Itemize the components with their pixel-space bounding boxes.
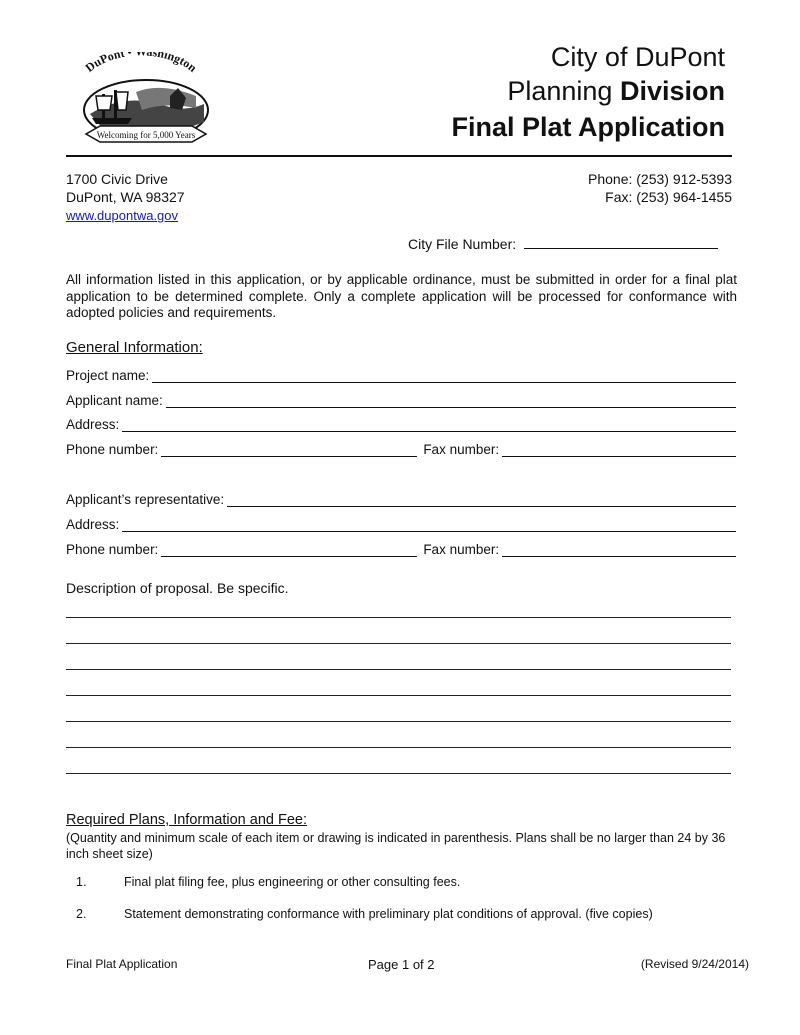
description-line[interactable] <box>66 773 731 774</box>
page-number: Page 1 of 2 <box>368 957 435 972</box>
website-link[interactable]: www.dupontwa.gov <box>66 208 179 223</box>
phone-fax-row: Phone number: Fax number: <box>66 439 736 457</box>
intro-paragraph: All information listed in this application, or by applicable ordinance, must be submitted in order for a final plat application to be determined complete. Only a complete application will be processed for conformance with adopted policies and requirements. <box>66 272 737 320</box>
city-file-number <box>408 236 718 252</box>
form-title: Final Plat Application <box>451 112 725 142</box>
title-block <box>451 44 725 141</box>
description-line[interactable] <box>66 695 731 696</box>
rep-phone-field[interactable] <box>161 544 417 557</box>
description-line[interactable] <box>66 643 731 644</box>
list-item: 1. Final plat filing fee, plus engineering or other consulting fees. <box>76 875 461 889</box>
applicant-name-row: Applicant name: <box>66 390 736 408</box>
svg-text:DuPont • Washington: DuPont shington <box>82 52 200 75</box>
svg-text:Welcoming for 5,000 Years: Welcoming for 5,000 Years <box>96 130 196 140</box>
rep-address-field[interactable] <box>122 519 736 532</box>
city-file-number-label: City File Number: <box>408 236 517 252</box>
project-name-field[interactable] <box>152 370 736 383</box>
description-line[interactable] <box>66 747 731 748</box>
required-heading: Required Plans, Information and Fee: <box>66 812 307 828</box>
representative-field[interactable] <box>227 494 736 507</box>
description-line[interactable] <box>66 617 731 618</box>
address-line-1: 1700 Civic Drive <box>66 171 168 187</box>
description-label: Description of proposal. Be specific. <box>66 580 289 596</box>
general-info-heading: General Information: <box>66 339 203 356</box>
city-address <box>66 170 185 225</box>
contact-info <box>588 170 732 206</box>
rep-phone-fax-row: Phone number: Fax number: <box>66 539 736 557</box>
phone-text: Phone: (253) 912-5393 <box>588 171 732 187</box>
revision-date: (Revised 9/24/2014) <box>640 957 749 971</box>
address-field[interactable] <box>122 419 736 432</box>
city-file-number-field[interactable] <box>524 236 718 249</box>
footer-form-name: Final Plat Application <box>66 957 178 971</box>
phone-field[interactable] <box>161 444 417 457</box>
applicant-name-field[interactable] <box>166 395 736 408</box>
fax-field[interactable] <box>502 444 736 457</box>
address-row: Address: <box>66 414 736 432</box>
rep-fax-field[interactable] <box>502 544 736 557</box>
required-note: (Quantity and minimum scale of each item or drawing is indicated in parenthesis. Plans shall be no larger than 24 by 36 inch sheet size) <box>66 831 726 861</box>
project-name-row: Project name: <box>66 365 736 383</box>
fax-text: Fax: (253) 964-1455 <box>605 189 732 205</box>
description-line[interactable] <box>66 669 731 670</box>
rep-row: Applicant’s representative: <box>66 489 736 507</box>
rep-address-row: Address: <box>66 514 736 532</box>
city-name: City of DuPont <box>550 42 725 72</box>
description-line[interactable] <box>66 721 731 722</box>
city-seal-logo <box>66 52 216 152</box>
header-divider <box>66 155 732 157</box>
list-item: 2. Statement demonstrating conformance with preliminary plat conditions of approval. (five copies) <box>76 907 653 921</box>
address-line-2: DuPont, WA 98327 <box>66 189 185 205</box>
department-name: Planning Division <box>507 76 725 106</box>
